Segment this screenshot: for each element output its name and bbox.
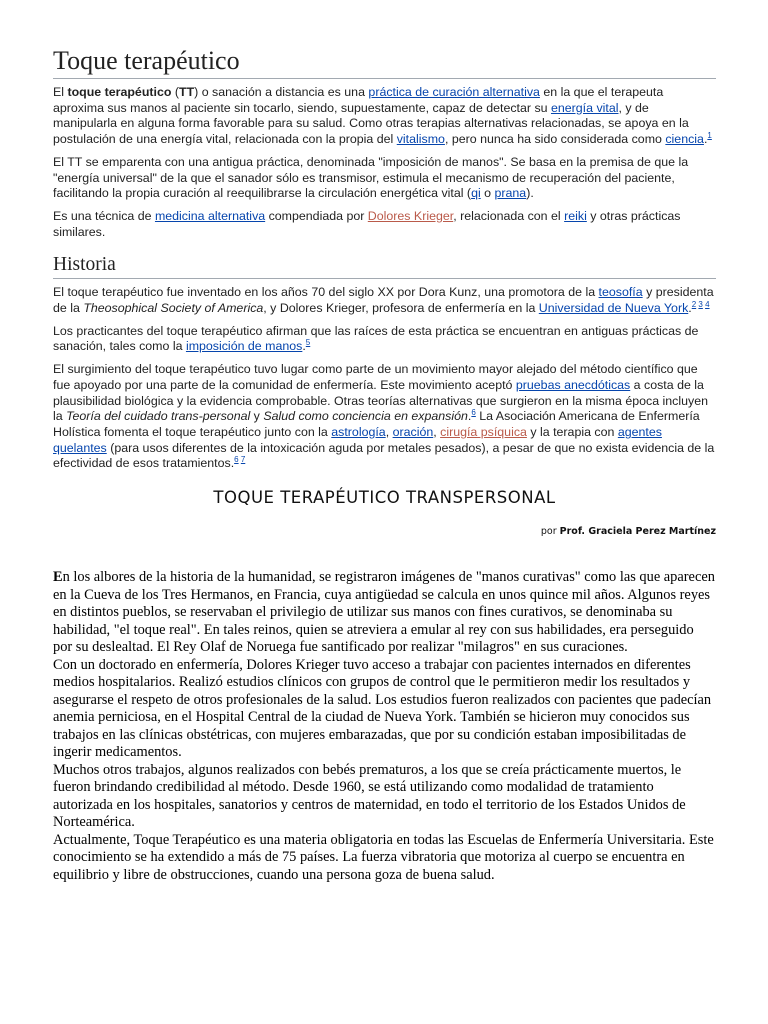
text: , bbox=[385, 424, 393, 439]
reference-link-2[interactable]: 2 bbox=[691, 300, 697, 310]
link-oracion[interactable]: oración bbox=[392, 424, 434, 439]
reference-link-6[interactable]: 6 bbox=[471, 408, 476, 418]
text: compendiada por bbox=[265, 208, 368, 223]
text: . bbox=[467, 409, 472, 424]
reference-markers bbox=[692, 300, 710, 309]
article-title-transpersonal: TOQUE TERAPÉUTICO TRANSPERSONAL bbox=[213, 488, 556, 508]
text: , bbox=[433, 424, 441, 439]
text: El bbox=[53, 85, 68, 99]
transpersonal-body bbox=[53, 569, 716, 884]
link-practica-curacion-alternativa[interactable]: práctica de curación alternativa bbox=[368, 85, 540, 99]
text: , y Dolores Krieger, profesora de enfermería en la bbox=[263, 301, 539, 316]
link-imposicion-de-manos[interactable]: imposición de manos bbox=[185, 339, 303, 354]
bold-abbreviation: TT bbox=[179, 85, 195, 99]
body-paragraph-3: Muchos otros trabajos, algunos realizados con bebés prematuros, a los que se creía prácticamente muertos, le fueron brindando credibilidad al método. Desde 1960, se está utilizando como modalidad de tratamiento autorizada en los hospitales, sanatorios y centros de maternidad, en todo el territorio de los Estados Unidos de Norteamérica. bbox=[53, 761, 686, 831]
body-paragraph-2: Con un doctorado en enfermería, Dolores Krieger tuvo acceso a trabajar con pacientes internados en diferentes medios hospitalarios. Realizó estudios clínicos con grupos de control que le permitieron medir los resultados y asegurarse el respeto de otros profesionales de la salud. Los estudios fueron realizados con pacientes que padecían anemia perniciosa, en el Hospital Central de la ciudad de Nueva York. También se hicieron muy conocidos sus trabajos en las clínicas obstétricas, con mujeres embarazadas, que por su condición estaban imposibilitadas de ingerir medicamentos. bbox=[53, 656, 712, 761]
text: y otras prácticas similares. bbox=[53, 208, 681, 239]
italic-term: Teoría del cuidado trans-personal bbox=[66, 409, 251, 424]
link-astrologia[interactable]: astrología bbox=[331, 424, 386, 439]
text: y bbox=[250, 409, 264, 424]
reference-marker bbox=[707, 131, 711, 140]
link-universidad-nueva-york[interactable]: Universidad de Nueva York bbox=[538, 301, 689, 316]
text: y presidenta de la bbox=[53, 285, 714, 316]
bold-term: toque terapéutico bbox=[67, 85, 172, 99]
link-ciencia[interactable]: ciencia bbox=[665, 132, 704, 147]
text: , pero nunca ha sido considerada como bbox=[444, 132, 666, 147]
reference-link-4[interactable]: 4 bbox=[705, 300, 710, 310]
historia-paragraph-2 bbox=[53, 324, 716, 355]
reference-link-1[interactable]: 1 bbox=[707, 131, 712, 141]
historia-paragraph-3 bbox=[53, 362, 716, 472]
link-medicina-alternativa[interactable]: medicina alternativa bbox=[154, 208, 266, 223]
text: , relacionada con el bbox=[453, 208, 565, 223]
italic-title: Theosophical Society of America bbox=[83, 301, 264, 316]
intro-paragraph-2 bbox=[53, 155, 716, 202]
intro-paragraph-1 bbox=[53, 85, 716, 148]
link-teosofia[interactable]: teosofía bbox=[598, 285, 643, 300]
intro-paragraph-3 bbox=[53, 209, 716, 240]
reference-markers bbox=[234, 455, 245, 464]
reference-marker bbox=[306, 338, 310, 347]
text: en la que el terapeuta aproxima sus manos al paciente sin tocarlo, siendo, supuestamente, capaz de detectar su bbox=[53, 85, 664, 115]
text: a costa de la plausibilidad biológica y la evidencia comprobable. Otras teorías alternativas que surgieron en la misma época incluyen la bbox=[53, 377, 709, 424]
link-dolores-krieger[interactable]: Dolores Krieger bbox=[367, 208, 454, 223]
link-qi[interactable]: qi bbox=[471, 186, 481, 201]
text: . bbox=[302, 339, 306, 354]
link-reiki[interactable]: reiki bbox=[564, 208, 587, 223]
author-byline bbox=[53, 526, 716, 537]
body-paragraph-4: Actualmente, Toque Terapéutico es una materia obligatoria en todas las Escuelas de Enfermería Universitaria. Este conocimiento se ha extendido a más de 75 países. La fuerza vibratoria que motoriza al cuerpo se encuentra en equilibrio y libre de obstrucciones, cuando una persona goza de buena salud. bbox=[53, 831, 714, 883]
text: , y de manipularla en alguna forma favorable para su salud. Como otras terapias alternativas relacionadas, se apoya en la postulación de una energía vital, relacionada con la propia del bbox=[53, 100, 689, 147]
text: El toque terapéutico fue inventado en los años 70 del siglo XX por Dora Kunz, una promotora de la bbox=[53, 285, 599, 300]
text: El TT se emparenta con una antigua práctica, denominada "imposición de manos". Se basa en la premisa de que la "energía universal" de la que el sanador sólo es transmisor, estimula el mecanismo de recuperación del paciente, facilitando la propia curación al reequilibrarse la circulación energética vital ( bbox=[53, 154, 689, 201]
text: . bbox=[703, 132, 708, 147]
link-prana[interactable]: prana bbox=[494, 186, 527, 201]
section-heading-historia: Historia bbox=[53, 253, 716, 279]
text: ) o sanación a distancia es una bbox=[194, 85, 369, 99]
text: (para usos diferentes de la intoxicación aguda por metales pesados), a pesar de que no exista evidencia de la efectividad de esos tratamientos. bbox=[53, 440, 715, 471]
text: ( bbox=[171, 85, 179, 99]
link-pruebas-anecdoticas[interactable]: pruebas anecdóticas bbox=[515, 377, 631, 392]
body-paragraph-1 bbox=[53, 569, 716, 657]
text: La Asociación Americana de Enfermería Holística fomenta el toque terapéutico junto con la bbox=[53, 409, 700, 439]
reference-link-7[interactable]: 7 bbox=[240, 455, 246, 465]
byline-prefix: por bbox=[540, 526, 560, 538]
link-cirugia-psiquica[interactable]: cirugía psíquica bbox=[440, 424, 527, 439]
text: y la terapia con bbox=[526, 424, 618, 439]
reference-link-6b[interactable]: 6 bbox=[234, 455, 239, 465]
text: o bbox=[480, 186, 495, 201]
author-name: Prof. Graciela Perez Martínez bbox=[559, 526, 716, 538]
initial-letter: E bbox=[53, 569, 63, 586]
reference-link-3[interactable]: 3 bbox=[698, 300, 703, 310]
link-vitalismo[interactable]: vitalismo bbox=[396, 132, 445, 147]
page-title: Toque terapéutico bbox=[53, 0, 716, 79]
link-energia-vital[interactable]: energía vital bbox=[550, 100, 619, 115]
text: n los albores de la historia de la humanidad, se registraron imágenes de "manos curativas" como las que aparecen en la Cueva de los Tres Hermanos, en Francia, cuya antigüedad se calcula en unos quince mil años. Algunos reyes en distintos pueblos, se reservaban el privilegio de utilizar sus manos con fines curativos, se denominaba su habilidad, "el toque real". En tales reinos, quien se atreviera a emular al rey con sus habilidades, era perseguido por su deslealtad. El Rey Olaf de Noruega fue santificado por realizar "milagros" en sus curaciones. bbox=[53, 569, 715, 656]
text: Es una técnica de bbox=[53, 208, 155, 223]
text: . bbox=[688, 301, 692, 316]
link-agentes-quelantes[interactable]: agentes quelantes bbox=[53, 424, 662, 455]
reference-link-5[interactable]: 5 bbox=[305, 338, 311, 348]
text: El surgimiento del toque terapéutico tuvo lugar como parte de un movimiento mayor alejado del método científico que fue apoyado por una parte de la comunidad de enfermería. Este movimiento aceptó bbox=[53, 362, 698, 392]
italic-term: Salud como conciencia en expansión bbox=[263, 409, 468, 424]
text: ). bbox=[526, 186, 534, 201]
text: Los practicantes del toque terapéutico afirman que las raíces de esta práctica se encuentran en antiguas prácticas de sanación, tales como la bbox=[53, 323, 699, 354]
historia-paragraph-1 bbox=[53, 285, 716, 316]
